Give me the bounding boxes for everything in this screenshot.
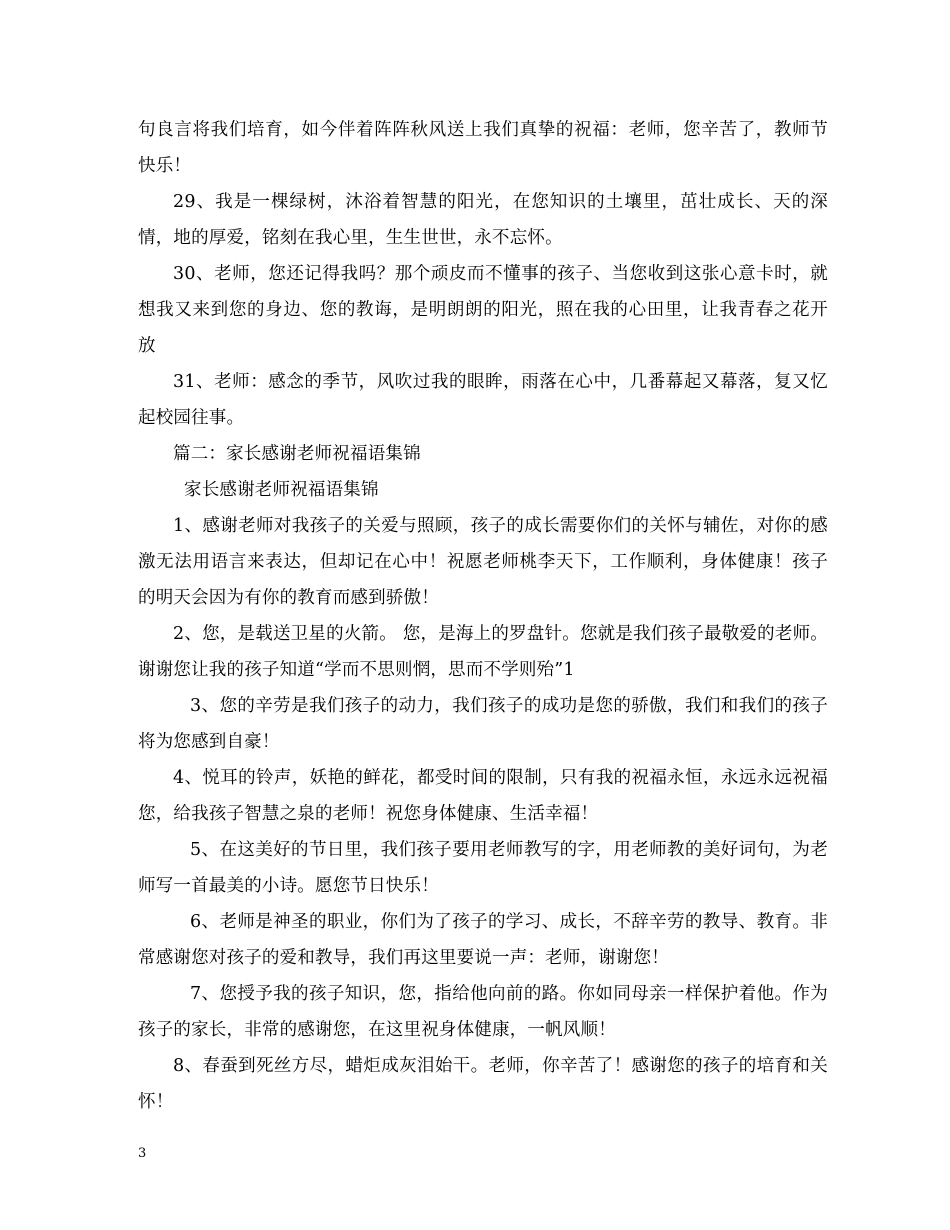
section-subheading: 家长感谢老师祝福语集锦 — [184, 480, 379, 500]
paragraph-item-30: 30、老师，您还记得我吗？那个顽皮而不懂事的孩子、当您收到这张心意卡时，就想我又来到您的身边、您的教诲，是明朗朗的阳光，照在我的心田里，让我青春之花开放 — [138, 264, 828, 356]
paragraph-item-3: 3、您的辛劳是我们孩子的动力，我们孩子的成功是您的骄傲，我们和我们的孩子将为您感到自豪！ — [138, 696, 828, 752]
paragraph-item-6: 6、老师是神圣的职业，你们为了孩子的学习、成长，不辞辛劳的教导、教育。非常感谢您对孩子的爱和教导，我们再这里要说一声：老师，谢谢您！ — [138, 912, 828, 968]
paragraph-item-7: 7、您授予我的孩子知识，您，指给他向前的路。你如同母亲一样保护着他。作为孩子的家长，非常的感谢您，在这里祝身体健康，一帆风顺！ — [138, 984, 828, 1040]
paragraph-item-5: 5、在这美好的节日里，我们孩子要用老师教写的字，用老师教的美好词句，为老师写一首最美的小诗。愿您节日快乐！ — [138, 840, 828, 896]
page-number: 3 — [138, 1146, 147, 1161]
paragraph-item-31: 31、老师：感念的季节，风吹过我的眼眸，雨落在心中，几番幕起又幕落，复又忆起校园往事。 — [138, 372, 828, 428]
paragraph-item-29: 29、我是一棵绿树，沐浴着智慧的阳光，在您知识的土壤里，茁壮成长、天的深情，地的厚爱，铭刻在我心里，生生世世，永不忘怀。 — [138, 192, 828, 248]
body-text — [138, 112, 828, 1120]
paragraph-item-8: 8、春蚕到死丝方尽，蜡炬成灰泪始干。老师，你辛苦了！感谢您的孩子的培育和关怀！ — [138, 1056, 828, 1112]
paragraph-continuation: 句良言将我们培育，如今伴着阵阵秋风送上我们真挚的祝福：老师，您辛苦了，教师节快乐！ — [138, 120, 828, 176]
paragraph-item-2: 2、您，是载送卫星的火箭。 您，是海上的罗盘针。您就是我们孩子最敬爱的老师。谢谢您让我的孩子知道“学而不思则惘，思而不学则殆”1 — [138, 624, 828, 680]
paragraph-item-1: 1、感谢老师对我孩子的关爱与照顾，孩子的成长需要你们的关怀与辅佐，对你的感激无法用语言来表达，但却记在心中！祝愿老师桃李天下，工作顺利，身体健康！孩子的明天会因为有你的教育而感到骄傲！ — [138, 516, 828, 608]
paragraph-item-4: 4、悦耳的铃声，妖艳的鲜花，都受时间的限制，只有我的祝福永恒，永远永远祝福您，给我孩子智慧之泉的老师！祝您身体健康、生活幸福！ — [138, 768, 828, 824]
section-heading: 篇二：家长感谢老师祝福语集锦 — [173, 444, 421, 464]
